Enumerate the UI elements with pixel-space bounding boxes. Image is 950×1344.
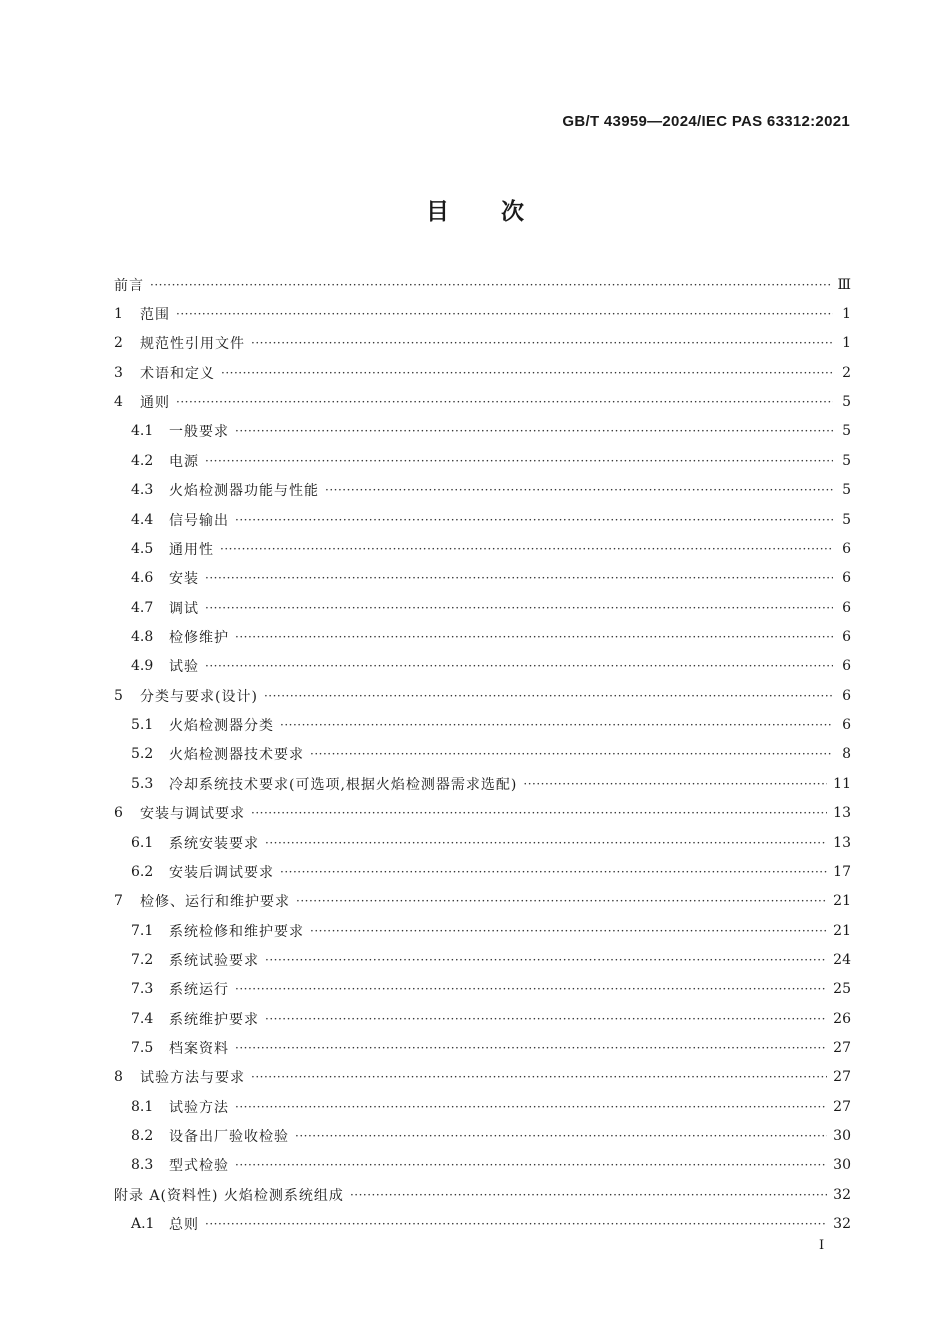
toc-entry-page: 27 [833,1040,851,1057]
toc-entry-number: 8.1 [131,1098,154,1115]
toc-entry[interactable] [114,945,851,974]
toc-entry-label: 一般要求 [169,424,229,441]
toc-entry-label: 检修维护 [169,629,229,646]
toc-leader-dots [523,777,827,791]
toc-entry-label: 调试 [169,600,199,617]
toc-entry-label: 系统安装要求 [169,835,259,852]
toc-leader-dots [205,454,833,468]
toc-entry[interactable] [114,828,851,857]
toc-leader-dots [280,718,833,732]
toc-entry-number: 4.9 [131,658,154,675]
toc-entry-label: 型式检验 [169,1158,229,1175]
toc-entry-label: 信号输出 [169,512,229,529]
toc-entry-number: 5.3 [131,775,154,792]
standard-code: GB/T 43959—2024/IEC PAS 63312:2021 [562,113,850,130]
toc-entry[interactable] [114,270,851,299]
toc-entry-page: 5 [842,511,851,528]
toc-entry-number: 2 [114,335,123,352]
toc-entry-page: 6 [842,658,851,675]
toc-entry-page: 13 [833,834,851,851]
toc-leader-dots [251,336,833,350]
toc-entry[interactable] [114,1180,851,1209]
toc-entry-page: 27 [833,1098,851,1115]
toc-entry-label: 安装后调试要求 [169,864,274,881]
toc-entry-number: 7.4 [131,1010,154,1027]
toc-entry-number: 8 [114,1069,123,1086]
toc-entry-number: 3 [114,364,123,381]
toc-entry-number: 1 [114,306,123,323]
toc-entry-label: 总则 [169,1217,199,1234]
toc-entry-page: Ⅲ [837,276,851,293]
toc-entry-page: 30 [833,1157,851,1174]
toc-entry-page: 32 [833,1216,851,1233]
toc-entry-page: 1 [842,306,851,323]
toc-entry-number: 6.2 [131,863,154,880]
toc-entry[interactable] [114,417,851,446]
toc-entry-number: 4.7 [131,599,154,616]
toc-entry[interactable] [114,1033,851,1062]
toc-entry-page: 21 [833,922,851,939]
toc-entry[interactable] [114,358,851,387]
toc-leader-dots [235,1158,827,1172]
toc-entry-label: 系统运行 [169,982,229,999]
toc-entry-number: 4.2 [131,452,154,469]
toc-entry-number: 4.6 [131,570,154,587]
table-of-contents [114,270,851,1239]
toc-entry-label: 通用性 [169,541,214,558]
toc-entry[interactable] [114,476,851,505]
toc-entry[interactable] [114,622,851,651]
toc-entry-label: 系统检修和维护要求 [169,923,304,940]
toc-entry[interactable] [114,916,851,945]
title-char-2: 次 [501,199,524,225]
toc-entry-label: 检修、运行和维护要求 [140,894,290,911]
toc-leader-dots [265,953,827,967]
toc-entry-page: 5 [842,452,851,469]
toc-entry-number: 7.1 [131,922,154,939]
toc-leader-dots [295,1129,827,1143]
toc-leader-dots [176,307,833,321]
toc-entry-label: 试验 [169,659,199,676]
toc-entry[interactable] [114,299,851,328]
toc-entry-label: 冷却系统技术要求(可选项,根据火焰检测器需求选配) [169,776,518,793]
toc-entry-label: 档案资料 [169,1041,229,1058]
toc-leader-dots [280,865,827,879]
toc-entry[interactable] [114,1063,851,1092]
toc-entry-label: 附录 A(资料性) 火焰检测系统组成 [114,1187,344,1204]
toc-leader-dots [221,366,833,380]
toc-entry-number: 7.3 [131,981,154,998]
toc-entry-page: 6 [842,570,851,587]
toc-entry[interactable] [114,681,851,710]
toc-entry-number: 4.3 [131,482,154,499]
toc-entry-page: 5 [842,423,851,440]
toc-leader-dots [205,601,833,615]
toc-entry-number: 4.4 [131,511,154,528]
toc-entry-number: 8.2 [131,1128,154,1145]
toc-entry-page: 17 [833,863,851,880]
toc-entry-label: 火焰检测器技术要求 [169,747,304,764]
toc-entry-page: 8 [842,746,851,763]
toc-leader-dots [296,894,827,908]
toc-leader-dots [310,924,827,938]
toc-leader-dots [220,542,833,556]
toc-entry-label: 前言 [114,277,144,294]
toc-entry-label: 分类与要求(设计) [140,688,258,705]
toc-entry-page: 21 [833,893,851,910]
toc-entry-number: 8.3 [131,1157,154,1174]
toc-leader-dots [325,483,833,497]
toc-leader-dots [176,395,833,409]
toc-entry-number: 7 [114,893,123,910]
toc-leader-dots [251,1070,827,1084]
toc-entry-number: 6 [114,805,123,822]
toc-entry-page: 6 [842,687,851,704]
toc-leader-dots [265,836,827,850]
toc-leader-dots [235,1041,827,1055]
toc-entry-number: 4.8 [131,628,154,645]
toc-entry[interactable] [114,652,851,681]
toc-entry[interactable] [114,857,851,886]
toc-entry-page: 1 [842,335,851,352]
title-char-1: 目 [426,199,449,225]
toc-entry-number: 6.1 [131,834,154,851]
toc-entry-label: 规范性引用文件 [140,336,245,353]
toc-leader-dots [205,571,833,585]
toc-entry-label: 火焰检测器分类 [169,718,274,735]
toc-entry-number: 7.5 [131,1040,154,1057]
toc-entry[interactable] [114,975,851,1004]
toc-entry-number: 4 [114,394,123,411]
toc-entry-page: 2 [842,364,851,381]
toc-entry-label: 试验方法与要求 [140,1070,245,1087]
toc-leader-dots [235,1100,827,1114]
page-number: I [819,1238,825,1253]
toc-entry-number: 5 [114,687,123,704]
toc-entry[interactable] [114,1004,851,1033]
toc-entry[interactable] [114,769,851,798]
toc-entry-label: 术语和定义 [140,365,215,382]
toc-entry-page: 24 [833,951,851,968]
toc-entry-page: 27 [833,1069,851,1086]
toc-entry[interactable] [114,1210,851,1239]
toc-entry-label: 范围 [140,307,170,324]
toc-leader-dots [265,1012,827,1026]
toc-entry-page: 5 [842,482,851,499]
toc-entry[interactable] [114,1151,851,1180]
toc-entry-number: 5.2 [131,746,154,763]
toc-leader-dots [264,689,833,703]
toc-leader-dots [235,424,833,438]
toc-entry-page: 13 [833,805,851,822]
toc-entry-number: A.1 [131,1216,155,1233]
toc-entry-label: 电源 [169,453,199,470]
toc-leader-dots [235,630,833,644]
toc-entry[interactable] [114,798,851,827]
toc-entry-page: 5 [842,394,851,411]
toc-leader-dots [205,659,833,673]
toc-leader-dots [310,747,833,761]
toc-entry[interactable] [114,887,851,916]
toc-entry-number: 4.5 [131,540,154,557]
toc-entry-label: 系统维护要求 [169,1011,259,1028]
toc-leader-dots [205,1217,827,1231]
toc-entry[interactable] [114,329,851,358]
toc-entry-label: 火焰检测器功能与性能 [169,483,319,500]
toc-entry-page: 32 [833,1186,851,1203]
toc-entry-page: 6 [842,628,851,645]
toc-leader-dots [235,982,827,996]
toc-entry[interactable] [114,593,851,622]
toc-entry[interactable] [114,1121,851,1150]
toc-entry-number: 7.2 [131,951,154,968]
toc-leader-dots [235,513,833,527]
toc-entry[interactable] [114,387,851,416]
toc-entry[interactable] [114,446,851,475]
toc-entry[interactable] [114,505,851,534]
toc-entry-label: 通则 [140,395,170,412]
toc-entry[interactable] [114,710,851,739]
toc-entry-number: 5.1 [131,717,154,734]
toc-entry-label: 系统试验要求 [169,952,259,969]
toc-entry-page: 11 [833,775,851,792]
toc-entry-label: 试验方法 [169,1099,229,1116]
toc-entry-page: 6 [842,599,851,616]
toc-entry[interactable] [114,564,851,593]
toc-entry-page: 25 [833,981,851,998]
toc-entry-label: 安装 [169,571,199,588]
toc-entry-label: 设备出厂验收检验 [169,1129,289,1146]
page-title [0,193,950,226]
toc-entry[interactable] [114,1092,851,1121]
toc-entry-page: 30 [833,1128,851,1145]
toc-entry-label: 安装与调试要求 [140,806,245,823]
toc-entry[interactable] [114,740,851,769]
toc-entry-number: 4.1 [131,423,154,440]
toc-entry[interactable] [114,534,851,563]
toc-entry-page: 26 [833,1010,851,1027]
toc-entry-page: 6 [842,717,851,734]
toc-leader-dots [150,278,831,292]
toc-leader-dots [350,1188,827,1202]
toc-entry-page: 6 [842,540,851,557]
toc-leader-dots [251,806,827,820]
